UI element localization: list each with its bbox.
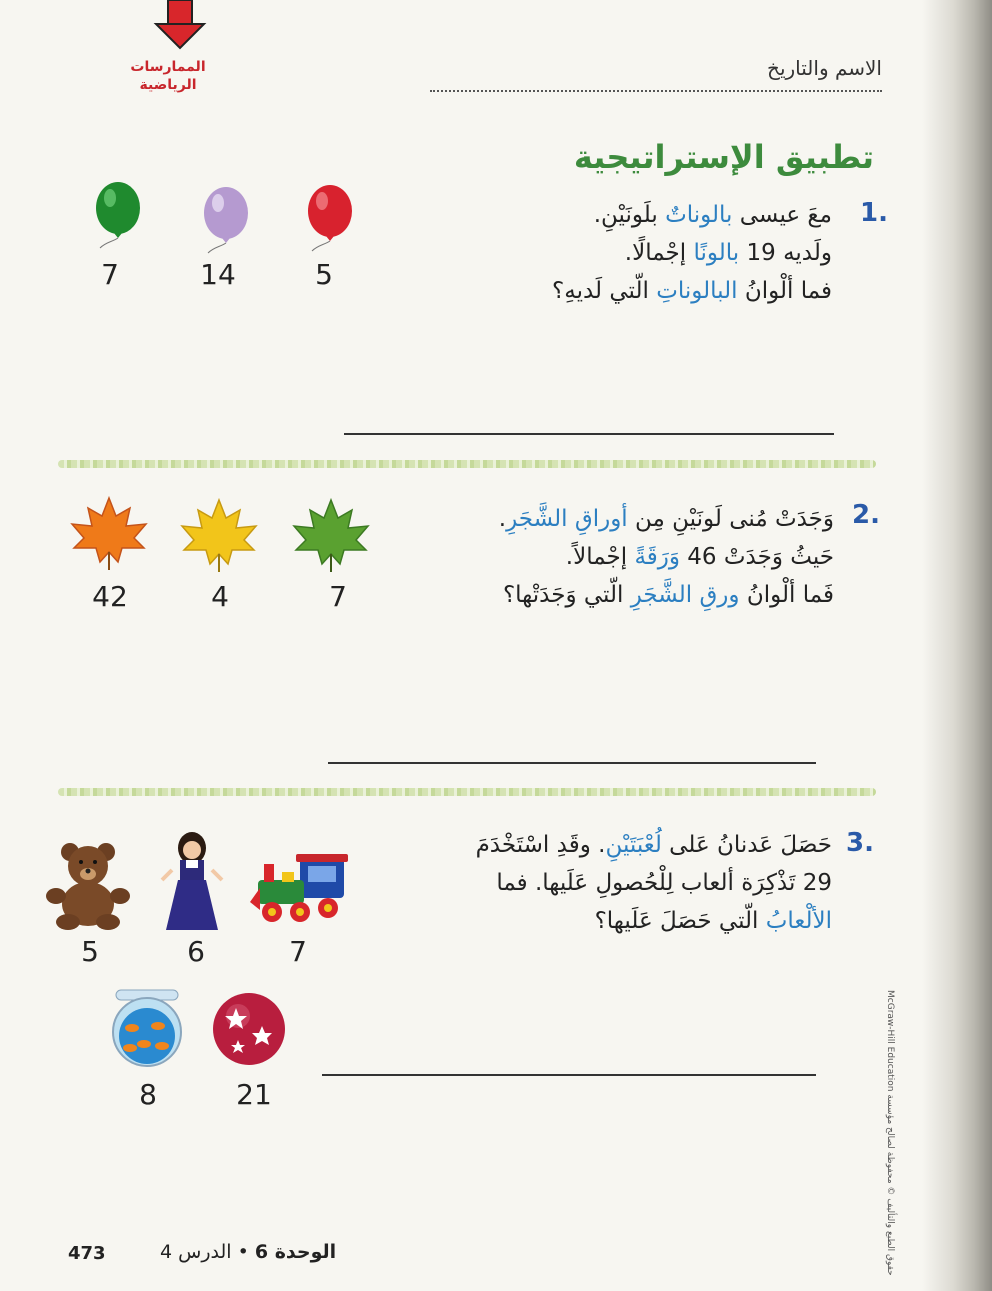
purple-balloon-icon bbox=[196, 185, 256, 255]
q3-line-3: الألْعابُ الّتي حَصَلَ عَلَيها؟ bbox=[594, 908, 832, 934]
toy-train-icon bbox=[248, 852, 350, 926]
doll-icon bbox=[156, 830, 228, 934]
footer-unit: الوحدة 6 bbox=[254, 1241, 337, 1263]
q2-line-2: حَيثُ وَجَدَتْ 46 وَرَقَةً إجْمالاً. bbox=[565, 544, 834, 570]
q1-line-1: معَ عيسى بالوناتٌ بلَونَيْنِ. bbox=[593, 202, 832, 228]
q3-line-2: 29 تَذْكِرَة ألعاب لِلْحُصولِ عَلَيها. فما bbox=[496, 870, 832, 896]
section-divider bbox=[58, 460, 876, 468]
copyright-credit: McGraw-Hill Education حقوق الطبع والتأليف © محفوظة لصالح مؤسسة bbox=[885, 990, 895, 1276]
name-date-label: الاسم والتاريخ bbox=[767, 56, 882, 80]
q3-line-1: حَصَلَ عَدنانُ عَلى لُعْبَتَيْنِ. وقَدِ اسْتَخْدَمَ bbox=[475, 832, 832, 858]
fishbowl-count: 8 bbox=[139, 1078, 157, 1111]
section-divider bbox=[58, 788, 876, 796]
fishbowl-icon bbox=[102, 988, 192, 1068]
green-balloon-count: 7 bbox=[101, 258, 119, 291]
question-3-text bbox=[392, 826, 832, 940]
green-balloon-icon bbox=[88, 180, 148, 250]
toy-train-count: 7 bbox=[289, 935, 307, 968]
teddy-bear-icon bbox=[44, 840, 132, 930]
red-balloon-icon bbox=[300, 183, 360, 253]
question-1-number: 1. bbox=[860, 198, 888, 228]
yellow-leaf-count: 4 bbox=[211, 580, 229, 613]
teddy-bear-count: 5 bbox=[81, 935, 99, 968]
red-balloon-count: 5 bbox=[315, 258, 333, 291]
footer-lesson: الدرس 4 bbox=[160, 1241, 232, 1263]
name-date-line[interactable] bbox=[430, 90, 882, 92]
doll-count: 6 bbox=[187, 935, 205, 968]
star-ball-count: 21 bbox=[236, 1078, 272, 1111]
question-3-number: 3. bbox=[846, 828, 874, 858]
purple-balloon-count: 14 bbox=[200, 258, 236, 291]
orange-leaf-count: 42 bbox=[92, 580, 128, 613]
question-3-answer-line[interactable] bbox=[322, 1074, 816, 1076]
practices-line-2: الرياضية bbox=[139, 77, 197, 93]
footer-unit-lesson bbox=[160, 1241, 336, 1263]
q2-line-3: فَما ألْوانُ ورقِ الشَّجَرِ الّتي وَجَدَتْها؟ bbox=[502, 582, 834, 608]
question-1-answer-line[interactable] bbox=[344, 433, 834, 435]
question-2-number: 2. bbox=[852, 500, 880, 530]
book-spine-shadow bbox=[922, 0, 992, 1291]
green-leaf-icon bbox=[288, 494, 374, 574]
q1-line-2: ولَديه 19 بالونًا إجْمالًا. bbox=[624, 240, 832, 266]
footer-dot: • bbox=[231, 1241, 249, 1263]
math-practices-label bbox=[112, 58, 224, 94]
page-number: 473 bbox=[68, 1243, 106, 1264]
practices-line-1: الممارسات bbox=[130, 59, 206, 75]
question-2-answer-line[interactable] bbox=[328, 762, 816, 764]
q2-line-1: وَجَدَتْ مُنى لَونَيْنِ مِن أوراقِ الشَّجَرِ. bbox=[498, 506, 834, 532]
down-arrow-icon bbox=[152, 0, 208, 50]
q1-line-3: فما ألْوانُ البالوناتِ الّتي لَديهِ؟ bbox=[552, 278, 832, 304]
green-leaf-count: 7 bbox=[329, 580, 347, 613]
question-1-text bbox=[412, 196, 832, 310]
question-2-text bbox=[394, 500, 834, 614]
yellow-leaf-icon bbox=[176, 494, 262, 574]
section-title: تطبيق الإستراتيجية bbox=[573, 138, 874, 176]
star-ball-icon bbox=[210, 990, 288, 1068]
orange-leaf-icon bbox=[66, 492, 152, 572]
